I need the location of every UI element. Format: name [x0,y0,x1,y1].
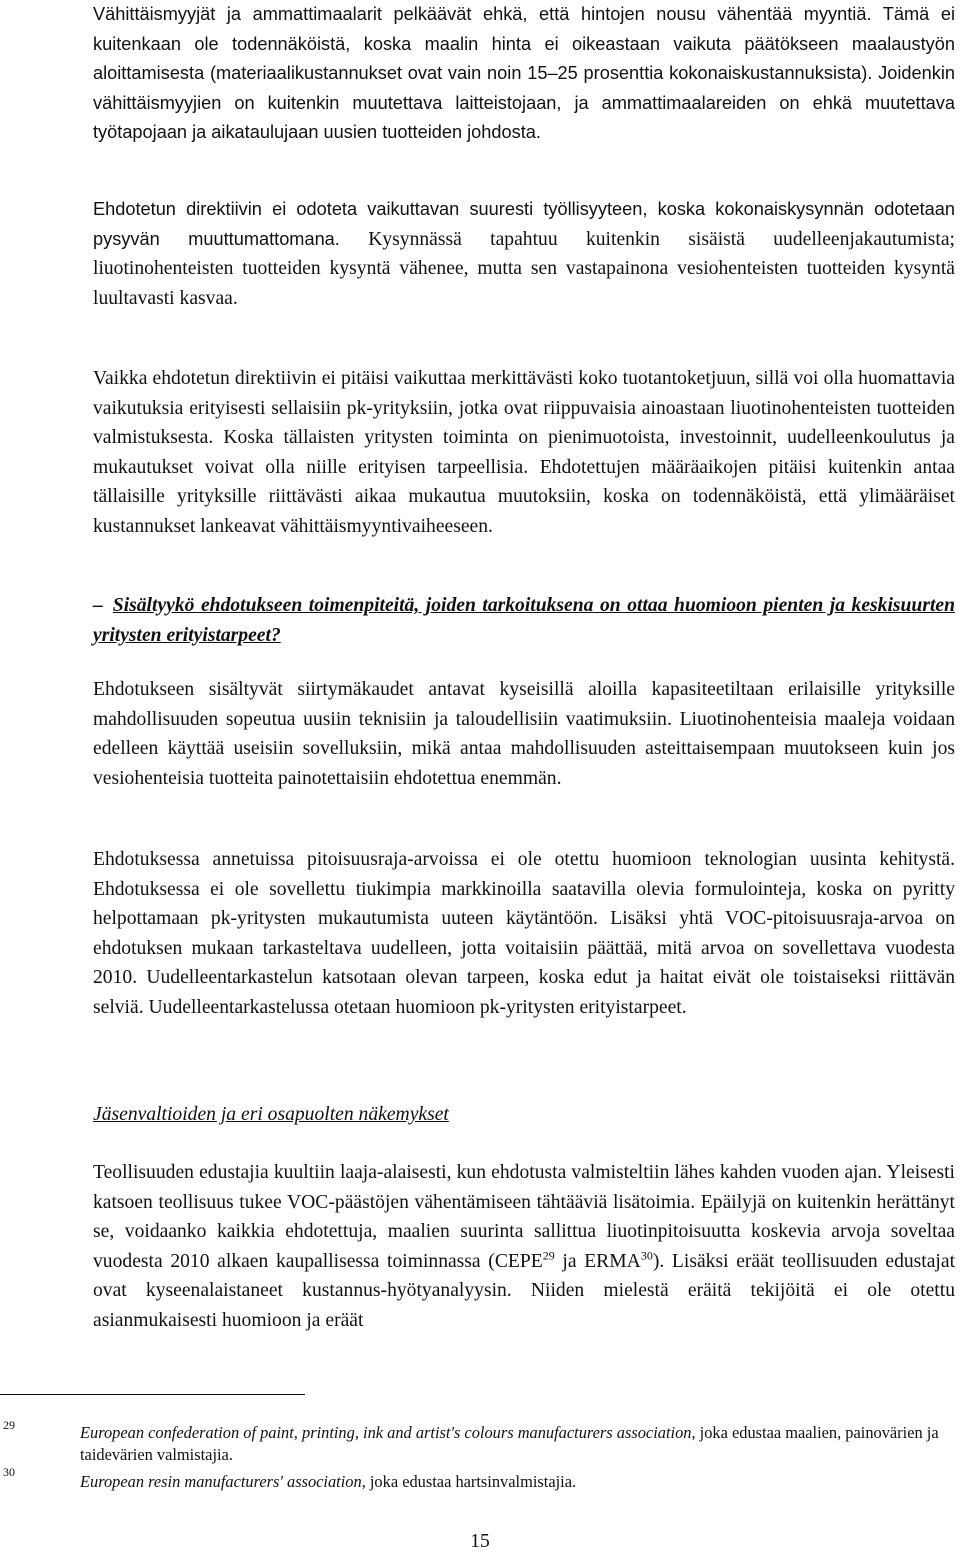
paragraph-text-b: ja ERMA [554,1250,641,1272]
question-dash: – [93,595,103,616]
question-text: Sisältyykö ehdotukseen toimenpiteitä, joiden tarkoituksena on ottaa huomioon pienten ja keskisuurten yritysten erityistarpeet? [93,595,955,646]
paragraph-text: Vähittäismyyjät ja ammattimaalarit pelkäävät ehkä, että hintojen nousu vähentää myyntiä. Tämä ei kuitenkaan ole todennäköistä, koska maalin hinta ei oikeastaan vaikuta päätökseen maalaustyön aloittamisesta (materiaalikustannukset ovat vain noin 15–25 prosenttia kokonaiskustannuksista). Joidenkin vähittäismyyjien on kuitenkin muutettava laitteistojaan, ja ammattimaalareiden on ehkä muutettava työtapojaan ja aikataulujaan uusien tuotteiden johdosta. [93,4,955,143]
footnote-rest: , joka edustaa maalien, painovärien ja taidevärien valmistajia. [80,1423,939,1464]
paragraph-text: Ehdotukseen sisältyvät siirtymäkaudet antavat kyseisillä aloilla kapasiteetiltaan erilaisille yrityksille mahdollisuuden sopeutua uusiin teknisiin ja taloudellisiin vaatimuksiin. Liuotinohenteisia maaleja voidaan edelleen käyttää useisiin sovelluksiin, mikä antaa mahdollisuuden asteittaisempaan muutokseen kuin jos vesiohenteisia tuotteita painotettaisiin ehdotettua enemmän. [93,679,955,789]
heading-text: Jäsenvaltioiden ja eri osapuolten näkemykset [93,1104,449,1125]
paragraph-sme-impact [93,364,955,542]
paragraph-text: Ehdotuksessa annetuissa pitoisuusraja-arvoissa ei ole otettu huomioon teknologian uusinta kehitystä. Ehdotuksessa ei ole sovellettu tiukimpia markkinoilla saatavilla olevia formulointeja, koska on pyritty helpottamaan pk-yritysten mukautumista uuteen käytäntöön. Lisäksi yhtä VOC-pitoisuusraja-arvoa on ehdotuksen mukaan tarkasteltava uudelleen, jotta voitaisiin päättää, mitä arvoa on sovellettava vuodesta 2010. Uudelleentarkastelun katsotaan olevan tarpeen, koska edut ja haitat eivät ole toistaiseksi riittävän selviä. Uudelleentarkastelussa otetaan huomioon pk-yritysten erityistarpeet. [93,849,955,1018]
paragraph-retail-concerns [93,0,955,148]
footnote-ref-29[interactable]: 29 [542,1248,555,1263]
paragraph-text-c: ). Lisäksi eräät teollisuuden edustajat ovat kyseenalaistaneet kustannus-hyötyanalyysin. Niiden mielestä eräitä tekijöitä ei ole otettu asianmukaisesti huomioon ja eräät [93,1250,956,1331]
footnote-ref-30[interactable]: 30 [640,1248,653,1263]
footnote-number: 29 [3,1418,15,1432]
footnote-italic: European resin manufacturers' association [80,1472,362,1491]
question-heading [93,591,955,650]
footnote-29 [80,1422,955,1466]
footnote-rest: , joka edustaa hartsinvalmistajia. [361,1472,577,1491]
section-heading [93,1100,955,1130]
paragraph-text-sans: Ehdotetun direktiivin ei odoteta vaikuttavan suuresti työllisyyteen, koska kokonaiskysynnän odotetaan pysyvän muuttumattomana. [93,199,955,249]
footnote-number: 30 [3,1465,15,1479]
paragraph-employment [93,195,955,313]
paragraph-text: Vaikka ehdotetun direktiivin ei pitäisi vaikuttaa merkittävästi koko tuotantoketjuun, sillä voi olla huomattavia vaikutuksia erityisesti sellaisiin pk-yrityksiin, jotka ovat riippuvaisia ainoastaan liuotinohenteisten tuotteiden valmistuksesta. Koska tällaisten yritysten toiminta on pienimuotoista, investoinnit, uudelleenkoulutus ja mukautukset voivat olla niille erityisen tarpeellisia. Ehdotettujen määräaikojen pitäisi kuitenkin antaa tällaisille yrityksille riittävästi aikaa mukautua muutoksiin, koska on todennäköistä, että ylimääräiset kustannukset lankeavat vähittäismyyntivaiheeseen. [93,368,955,537]
paragraph-text-serif: Kysynnässä tapahtuu kuitenkin sisäistä uudelleenjakautumista; liuotinohenteisten tuotteiden kysyntä vähenee, mutta sen vastapainona vesiohenteisten tuotteiden kysyntä luultavasti kasvaa. [93,228,955,309]
paragraph-transition [93,675,955,793]
footnote-separator [0,1394,305,1395]
paragraph-text-a: Teollisuuden edustajia kuultiin laaja-alaisesti, kun ehdotusta valmisteltiin lähes kahden vuoden ajan. Yleisesti katsoen teollisuus tukee VOC-päästöjen vähentämiseen tähtääviä lisätoimia. Epäilyjä on kuitenkin herättänyt se, voidaanko kaikkia ehdotettuja, maalien suurinta sallittua liuotinpitoisuutta koskevia arvoja soveltaa vuodesta 2010 alkaen kaupallisessa toiminnassa (CEPE [93,1162,955,1272]
footnote-30 [80,1471,955,1493]
page-number: 15 [470,1531,490,1552]
paragraph-stakeholders [93,1158,955,1336]
footnote-italic: European confederation of paint, printing, ink and artist's colours manufacturers association [80,1423,692,1442]
paragraph-limit-values [93,845,955,1023]
